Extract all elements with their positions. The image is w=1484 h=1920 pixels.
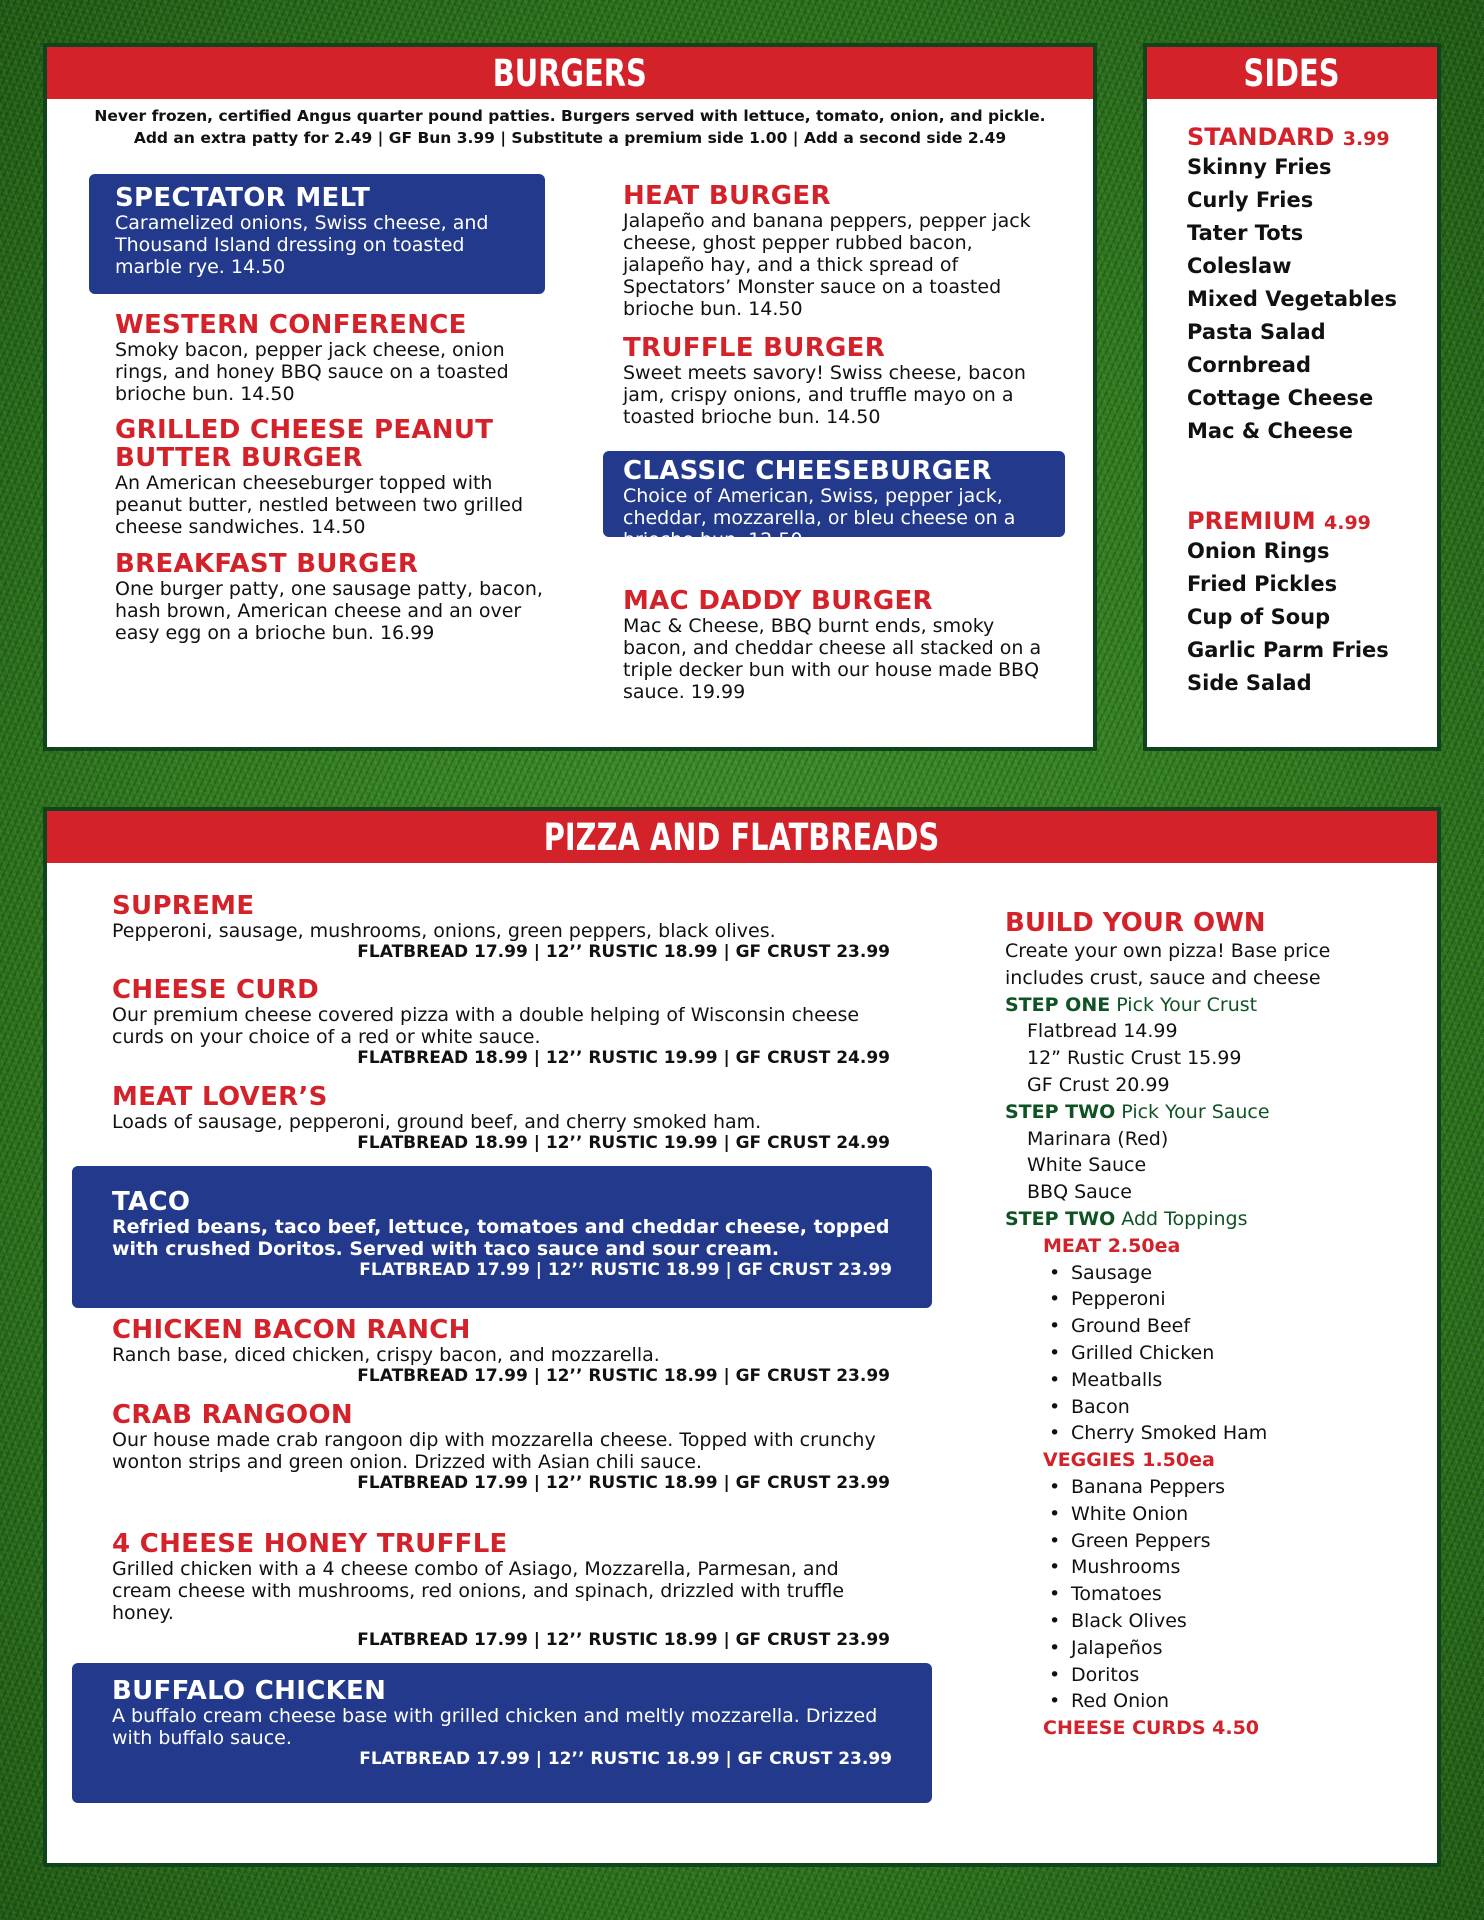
burgers-note-line-1: Never frozen, certified Angus quarter pound patties. Burgers served with lettuce, tomato, onion, and pickle. — [94, 107, 1046, 125]
burger-name: MAC DADDY BURGER — [623, 586, 933, 616]
byo-step-two-label: STEP TWO — [1005, 1100, 1116, 1123]
sides-title: SIDES — [1244, 52, 1340, 95]
burger-item-classic-cheeseburger — [603, 451, 1065, 551]
pizza-item-taco — [72, 1166, 932, 1308]
pizza-desc: Our premium cheese covered pizza with a double helping of Wisconsin cheese curds on your choice of a red or white sauce. — [112, 1004, 860, 1048]
byo-meat-option: • Cherry Smoked Ham — [1005, 1420, 1445, 1447]
byo-meat-option: • Meatballs — [1005, 1367, 1445, 1394]
burgers-header — [47, 47, 1093, 99]
pizza-prices: FLATBREAD 18.99 | 12’’ RUSTIC 19.99 | GF CRUST 24.99 — [357, 1048, 890, 1068]
burger-name: SPECTATOR MELT — [115, 183, 371, 213]
burger-desc: Jalapeño and banana peppers, pepper jack cheese, ghost pepper rubbed bacon, jalapeño hay, and a thick spread of Spectators’ Monster sauce on a toasted brioche bun. 14.50 — [623, 210, 1031, 320]
byo-veggie-option: • Jalapeños — [1005, 1635, 1445, 1662]
pizza-desc: Pepperoni, sausage, mushrooms, onions, green peppers, black olives. — [112, 920, 776, 942]
side-item: Skinny Fries — [1187, 155, 1332, 179]
burger-item-breakfast — [115, 550, 545, 644]
burgers-panel — [43, 43, 1097, 751]
byo-intro: Create your own pizza! Base price includes crust, sauce and cheese — [1005, 940, 1331, 989]
side-item: Coleslaw — [1187, 254, 1292, 278]
burger-item-western-conference — [115, 311, 545, 405]
byo-veggie-option: • Doritos — [1005, 1662, 1445, 1689]
byo-sauce-list — [1005, 1126, 1445, 1206]
byo-meat-option: • Pepperoni — [1005, 1286, 1445, 1313]
pizza-name: BUFFALO CHICKEN — [112, 1676, 387, 1706]
burger-item-mac-daddy — [623, 587, 1053, 703]
byo-cheese-curds-label: CHEESE CURDS 4.50 — [1043, 1717, 1260, 1740]
side-item: Cornbread — [1187, 353, 1311, 377]
sides-premium-label: PREMIUM — [1187, 507, 1316, 535]
side-item: Cottage Cheese — [1187, 386, 1374, 410]
sides-premium-list — [1187, 535, 1389, 700]
pizza-desc: A buffalo cream cheese base with grilled chicken and meltly mozzarella. Drizzed with buffalo sauce. — [112, 1705, 878, 1749]
sides-premium-heading — [1187, 507, 1389, 535]
pizza-item-buffalo-chicken — [72, 1663, 932, 1803]
byo-title: BUILD YOUR OWN — [1005, 908, 1266, 938]
pizza-desc: Ranch base, diced chicken, crispy bacon, and mozzarella. — [112, 1344, 660, 1366]
byo-meat-option: • Sausage — [1005, 1260, 1445, 1287]
side-item: Pasta Salad — [1187, 320, 1326, 344]
pizza-item-crab-rangoon — [112, 1401, 890, 1493]
side-item: Cup of Soup — [1187, 605, 1331, 629]
pizza-name: TACO — [112, 1187, 191, 1217]
byo-crust-option: Flatbread 14.99 — [1027, 1020, 1178, 1043]
pizza-name: SUPREME — [112, 891, 255, 921]
sides-standard-heading — [1187, 123, 1397, 151]
pizza-name: 4 CHEESE HONEY TRUFFLE — [112, 1529, 508, 1559]
pizza-prices: FLATBREAD 17.99 | 12’’ RUSTIC 18.99 | GF CRUST 23.99 — [357, 942, 890, 962]
side-item: Mac & Cheese — [1187, 419, 1354, 443]
pizza-prices: FLATBREAD 17.99 | 12’’ RUSTIC 18.99 | GF CRUST 23.99 — [357, 1473, 890, 1493]
byo-meat-option: • Grilled Chicken — [1005, 1340, 1445, 1367]
pizza-prices: FLATBREAD 18.99 | 12’’ RUSTIC 19.99 | GF CRUST 24.99 — [357, 1133, 890, 1153]
sides-standard-label: STANDARD — [1187, 123, 1335, 151]
byo-step-one-text: Pick Your Crust — [1116, 993, 1258, 1016]
pizza-item-4-cheese-honey-truffle — [112, 1530, 890, 1650]
byo-step-three-text: Add Toppings — [1121, 1207, 1248, 1230]
byo-meat-option: • Ground Beef — [1005, 1313, 1445, 1340]
byo-veggie-option: • Tomatoes — [1005, 1581, 1445, 1608]
burger-desc: An American cheeseburger topped with peanut butter, nestled between two grilled cheese sandwiches. 14.50 — [115, 472, 524, 538]
byo-step-three-label: STEP TWO — [1005, 1207, 1116, 1230]
burger-item-grilled-cheese-pb — [115, 416, 545, 538]
byo-sauce-option: BBQ Sauce — [1027, 1181, 1132, 1204]
burger-item-truffle — [623, 334, 1053, 428]
byo-veggies-label: VEGGIES 1.50ea — [1043, 1449, 1215, 1472]
side-item: Curly Fries — [1187, 188, 1314, 212]
side-item: Onion Rings — [1187, 539, 1330, 563]
burgers-note — [47, 105, 1093, 149]
sides-standard — [1187, 123, 1397, 448]
byo-crust-option: GF Crust 20.99 — [1027, 1073, 1170, 1096]
side-item: Fried Pickles — [1187, 572, 1338, 596]
byo-crust-option: 12” Rustic Crust 15.99 — [1027, 1047, 1242, 1070]
pizza-desc: Grilled chicken with a 4 cheese combo of Asiago, Mozzarella, Parmesan, and cream cheese with mushrooms, red onions, and spinach, drizzled with truffle honey. — [112, 1558, 845, 1624]
byo-step-two-text: Pick Your Sauce — [1121, 1100, 1270, 1123]
pizza-name: CHICKEN BACON RANCH — [112, 1315, 471, 1345]
byo-step-one-label: STEP ONE — [1005, 993, 1111, 1016]
pizza-name: CHEESE CURD — [112, 975, 319, 1005]
pizza-header — [47, 811, 1437, 863]
burger-name: BREAKFAST BURGER — [115, 549, 419, 579]
byo-meat-option: • Bacon — [1005, 1394, 1445, 1421]
burger-desc: Caramelized onions, Swiss cheese, and Thousand Island dressing on toasted marble rye. 14.50 — [115, 212, 489, 278]
sides-premium-price: 4.99 — [1324, 512, 1371, 534]
sides-header — [1147, 47, 1437, 99]
burger-name: CLASSIC CHEESEBURGER — [623, 456, 992, 486]
pizza-prices: FLATBREAD 17.99 | 12’’ RUSTIC 18.99 | GF CRUST 23.99 — [359, 1749, 892, 1769]
sides-standard-list — [1187, 151, 1397, 448]
sides-premium — [1187, 507, 1389, 700]
byo-veggie-option: • Green Peppers — [1005, 1528, 1445, 1555]
burger-name: GRILLED CHEESE PEANUT BUTTER BURGER — [115, 415, 494, 473]
pizza-item-chicken-bacon-ranch — [112, 1316, 890, 1386]
side-item: Mixed Vegetables — [1187, 287, 1398, 311]
pizza-desc: Our house made crab rangoon dip with mozzarella cheese. Topped with crunchy wonton strips and green onion. Drizzed with Asian chili sauce. — [112, 1429, 876, 1473]
side-item: Tater Tots — [1187, 221, 1304, 245]
pizza-desc: Refried beans, taco beef, lettuce, tomatoes and cheddar cheese, topped with crushed Doritos. Served with taco sauce and sour cream. — [112, 1216, 890, 1260]
byo-sauce-option: White Sauce — [1027, 1154, 1147, 1177]
burger-item-heat — [623, 182, 1053, 320]
sides-panel — [1143, 43, 1441, 751]
byo-veggie-option: • White Onion — [1005, 1501, 1445, 1528]
burger-item-spectator-melt — [89, 174, 545, 294]
pizza-prices: FLATBREAD 17.99 | 12’’ RUSTIC 18.99 | GF CRUST 23.99 — [357, 1630, 890, 1650]
pizza-item-meat-lovers — [112, 1083, 890, 1153]
byo-veggies-list — [1005, 1474, 1445, 1715]
byo-step-two — [1005, 1099, 1445, 1126]
pizza-title: PIZZA AND FLATBREADS — [544, 816, 940, 859]
pizza-name: CRAB RANGOON — [112, 1400, 353, 1430]
byo-sauce-option: Marinara (Red) — [1027, 1127, 1169, 1150]
byo-meat-label: MEAT 2.50ea — [1043, 1234, 1181, 1257]
burger-desc: Sweet meets savory! Swiss cheese, bacon jam, crispy onions, and truffle mayo on a toasted brioche bun. 14.50 — [623, 362, 1026, 428]
burger-desc: One burger patty, one sausage patty, bacon, hash brown, American cheese and an over easy egg on a brioche bun. 16.99 — [115, 578, 543, 644]
pizza-name: MEAT LOVER’S — [112, 1082, 328, 1112]
byo-veggie-option: • Red Onion — [1005, 1688, 1445, 1715]
byo-step-three — [1005, 1206, 1445, 1233]
burger-name: WESTERN CONFERENCE — [115, 310, 467, 340]
byo-veggie-option: • Black Olives — [1005, 1608, 1445, 1635]
burger-desc: Smoky bacon, pepper jack cheese, onion rings, and honey BBQ sauce on a toasted brioche bun. 14.50 — [115, 339, 509, 405]
burger-name: TRUFFLE BURGER — [623, 333, 886, 363]
burgers-title: BURGERS — [492, 52, 648, 95]
byo-meat-list — [1005, 1260, 1445, 1448]
pizza-item-supreme — [112, 892, 890, 962]
pizza-item-cheese-curd — [112, 976, 890, 1068]
sides-standard-price: 3.99 — [1342, 128, 1390, 150]
build-your-own — [1005, 908, 1445, 1742]
byo-step-one — [1005, 992, 1445, 1019]
byo-veggie-option: • Mushrooms — [1005, 1554, 1445, 1581]
pizza-prices: FLATBREAD 17.99 | 12’’ RUSTIC 18.99 | GF CRUST 23.99 — [359, 1260, 892, 1280]
burgers-note-line-2: Add an extra patty for 2.49 | GF Bun 3.99 | Substitute a premium side 1.00 | Add a second side 2.49 — [133, 129, 1007, 147]
byo-crust-list — [1005, 1018, 1445, 1098]
pizza-prices: FLATBREAD 17.99 | 12’’ RUSTIC 18.99 | GF CRUST 23.99 — [357, 1366, 890, 1386]
byo-veggie-option: • Banana Peppers — [1005, 1474, 1445, 1501]
burger-name: HEAT BURGER — [623, 181, 831, 211]
side-item: Side Salad — [1187, 671, 1312, 695]
burger-desc: Choice of American, Swiss, pepper jack, cheddar, mozzarella, or bleu cheese on a brioche bun. 12.50 — [623, 485, 1016, 551]
pizza-desc: Loads of sausage, pepperoni, ground beef, and cherry smoked ham. — [112, 1111, 762, 1133]
side-item: Garlic Parm Fries — [1187, 638, 1389, 662]
burger-desc: Mac & Cheese, BBQ burnt ends, smoky bacon, and cheddar cheese all stacked on a triple decker bun with our house made BBQ sauce. 19.99 — [623, 615, 1042, 703]
